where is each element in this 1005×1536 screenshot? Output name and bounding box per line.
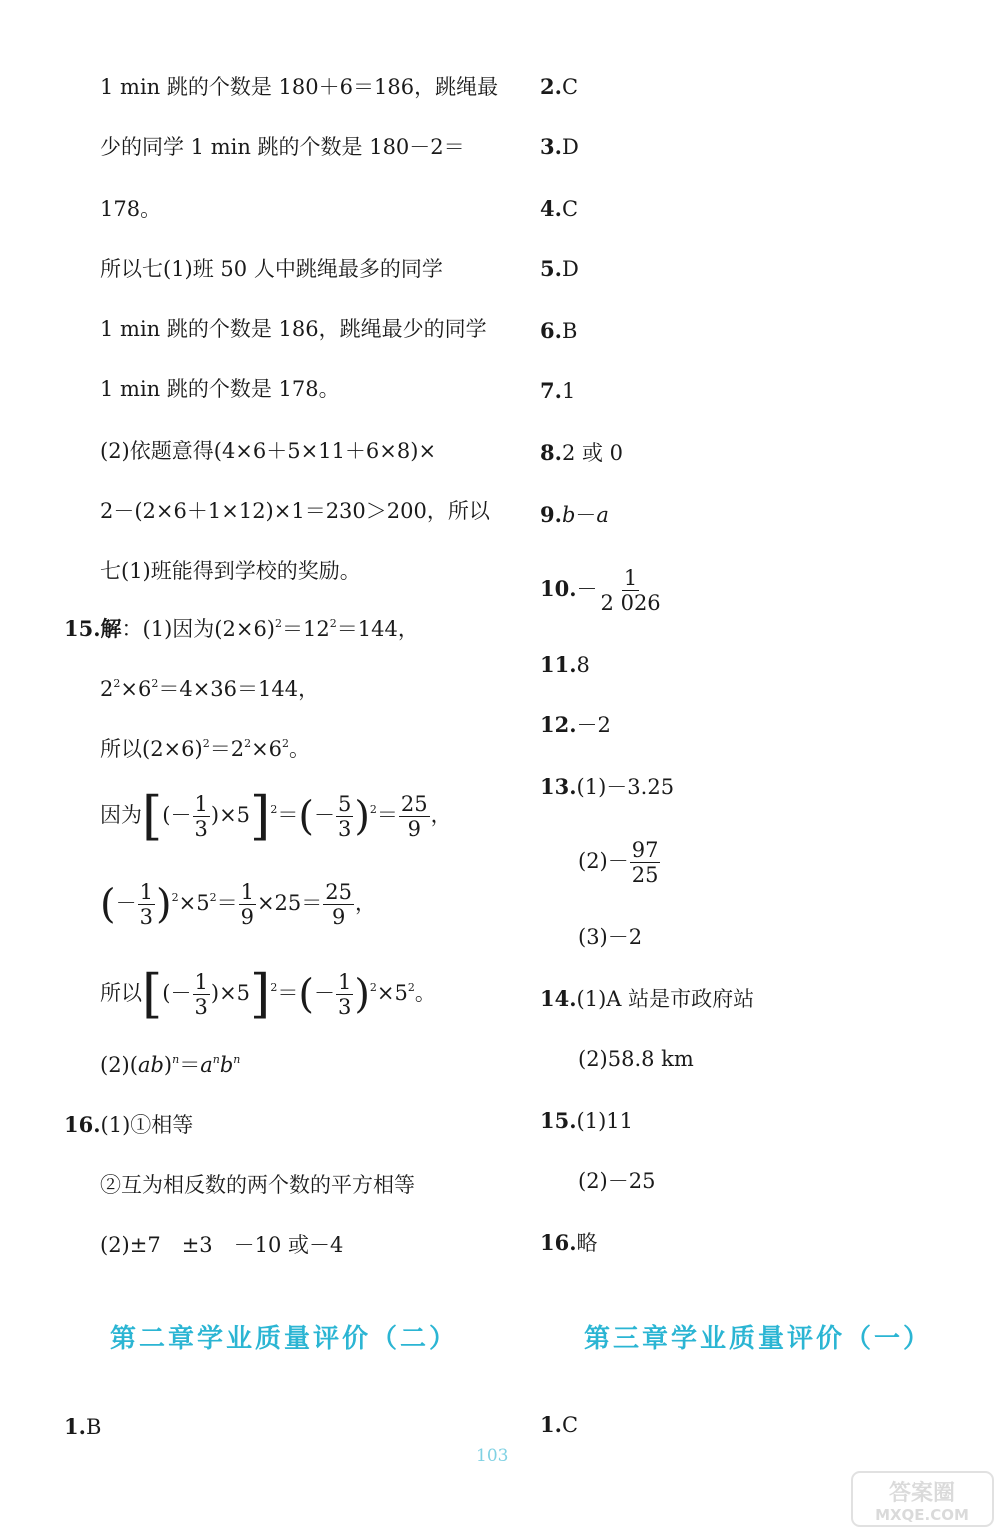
solution-line: (2)依题意得(4×6＋5×11＋6×8)× [100, 439, 437, 463]
answer-item: 1.C [540, 1412, 579, 1437]
answer-subitem: (2)58.8 km [578, 1047, 694, 1071]
answer-item: 4.C [540, 196, 579, 221]
question-15-line2: $2^2\times 6^2=4\times 36=144$， [100, 677, 320, 701]
solution-line: 1 min 跳的个数是 180＋6＝186，跳绳最 [100, 75, 499, 99]
page-number: 103 [476, 1446, 509, 1466]
math-expression: 因为[(－ $\frac{1}{3}$ )×5]$^2$＝(－ $\frac{5}{3}$ )$^2$＝ $\frac{25}{9}$ ， [100, 786, 452, 847]
question-16-line3: (2)±7 ±3 －10 或－4 [100, 1233, 344, 1257]
solution-line: 少的同学 1 min 跳的个数是 180－2＝ [100, 135, 465, 159]
answer-item: 2.C [540, 74, 579, 99]
answer-subitem: (2)－ $\frac{97}{25}$ [578, 838, 659, 887]
section-heading: 第二章学业质量评价（二） [110, 1324, 459, 1354]
answer-item: 16.略 [540, 1230, 598, 1255]
svg-text:答案圈: 答案圈 [888, 1481, 956, 1506]
answer-item: 8.2 或 0 [540, 440, 624, 465]
question-15-line1: 15.解：(1)因为$(2\times 6)^2=12^2=144$， [64, 616, 419, 641]
answer-item: 7.1 [540, 378, 576, 403]
section-heading: 第三章学业质量评价（一） [584, 1324, 933, 1354]
svg-text:MXQE.COM: MXQE.COM [875, 1506, 969, 1524]
answer-item: 10.－ $\frac{1}{2 026}$ [540, 566, 661, 615]
answer-item: 11.8 [540, 652, 590, 677]
math-expression: 所以[(－ $\frac{1}{3}$ )×5]$^2$＝(－ $\frac{1}{3}$ )$^2\times 5^2$。 [100, 964, 436, 1025]
question-number: 15. [64, 616, 101, 641]
solution-line: 1 min 跳的个数是 178。 [100, 377, 340, 401]
answer-item: 5.D [540, 256, 579, 281]
math-expression: (－ $\frac{1}{3}$ )$^2\times 5^2=$ $\frac{1}{9}$ ×25＝ $\frac{25}{9}$ ， [100, 880, 376, 929]
question-16-line2: ②互为相反数的两个数的平方相等 [100, 1173, 415, 1197]
answer-item: 14.(1)A 站是市政府站 [540, 986, 755, 1011]
question-16-line1: 16.(1)①相等 [64, 1112, 194, 1137]
answer-subitem: (3)－2 [578, 925, 643, 949]
solution-line: 2－(2×6＋1×12)×1＝230＞200，所以 [100, 499, 490, 523]
question-15-part2: $(2)(ab)^n=a^nb^n$ [100, 1053, 241, 1077]
answer-item: 15.(1)11 [540, 1108, 634, 1133]
solution-line: 1 min 跳的个数是 186，跳绳最少的同学 [100, 317, 487, 341]
solution-line: 178。 [100, 197, 162, 221]
answer-item: 6.B [540, 318, 578, 343]
answer-item: 12.－2 [540, 712, 611, 737]
watermark-logo [850, 1470, 995, 1528]
question-15-line3: 所以$(2\times 6)^2=2^2\times 6^2$。 [100, 737, 311, 761]
answer-item: 13.(1)－3.25 [540, 774, 675, 799]
solution-label: 解 [100, 616, 122, 641]
question-number: 16. [64, 1112, 101, 1137]
solution-line: 所以七(1)班 50 人中跳绳最多的同学 [100, 257, 443, 281]
answer-subitem: (2)－25 [578, 1169, 656, 1193]
answer-item: 9.b－a [540, 502, 609, 527]
solution-line: 七(1)班能得到学校的奖励。 [100, 559, 361, 583]
answer-item: 3.D [540, 134, 579, 159]
answer-item: 1.B [64, 1414, 102, 1439]
